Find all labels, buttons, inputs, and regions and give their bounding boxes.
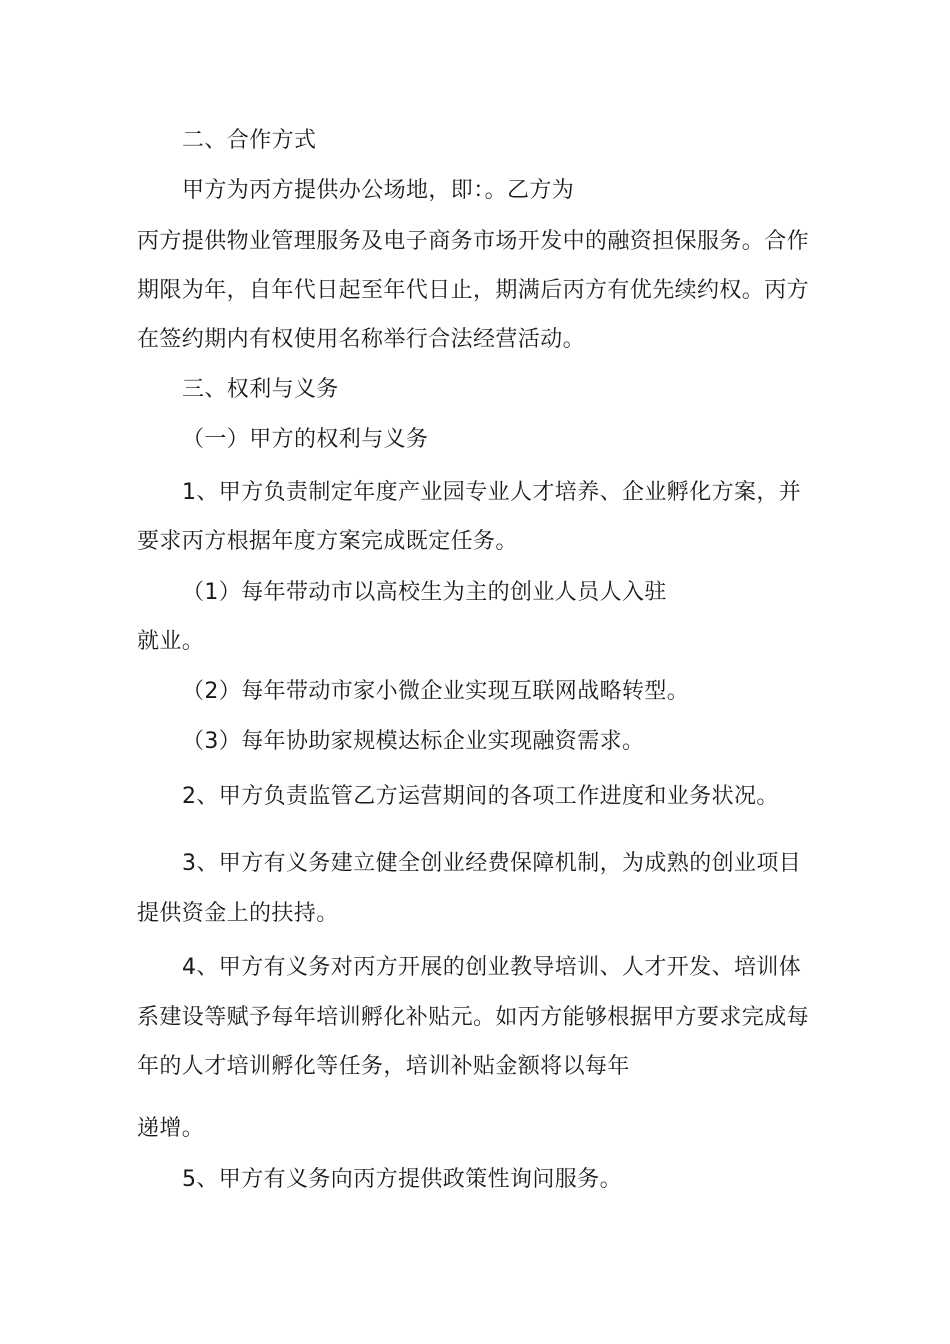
- section-heading-rights: 三、权利与义务: [182, 377, 339, 402]
- paragraph-line: 2、甲方负责监管乙方运营期间的各项工作进度和业务状况。: [182, 784, 779, 809]
- list-item-continuation: 就业。: [137, 629, 205, 654]
- paragraph-line: 在签约期内有权使用名称举行合法经营活动。: [137, 327, 586, 352]
- paragraph-line: 1、甲方负责制定年度产业园专业人才培养、企业孵化方案，并: [182, 480, 802, 505]
- paragraph-line: 5、甲方有义务向丙方提供政策性询问服务。: [182, 1167, 622, 1192]
- paragraph-line: 提供资金上的扶持。: [137, 901, 339, 926]
- paragraph-line: 甲方为丙方提供办公场地，即：。乙方为: [182, 178, 575, 203]
- paragraph-line: 要求丙方根据年度方案完成既定任务。: [137, 529, 518, 554]
- paragraph-line: 年的人才培训孵化等任务，培训补贴金额将以每年: [137, 1054, 630, 1079]
- paragraph-line: 4、甲方有义务对丙方开展的创业教导培训、人才开发、培训体: [182, 955, 802, 980]
- list-item: （1）每年带动市以高校生为主的创业人员人入驻: [182, 580, 667, 605]
- paragraph-line: 系建设等赋予每年培训孵化补贴元。如丙方能够根据甲方要求完成每: [137, 1005, 810, 1030]
- list-item: （2）每年带动市家小微企业实现互联网战略转型。: [182, 679, 690, 704]
- subsection-heading: （一）甲方的权利与义务: [182, 427, 429, 452]
- section-heading-cooperation: 二、合作方式: [182, 128, 317, 153]
- paragraph-line: 期限为年，自年代日起至年代日止，期满后丙方有优先续约权。丙方: [137, 278, 810, 303]
- paragraph-line: 3、甲方有义务建立健全创业经费保障机制，为成熟的创业项目: [182, 851, 802, 876]
- paragraph-line: 丙方提供物业管理服务及电子商务市场开发中的融资担保服务。合作: [137, 229, 810, 254]
- paragraph-line: 递增。: [137, 1116, 205, 1141]
- list-item: （3）每年协助家规模达标企业实现融资需求。: [182, 729, 645, 754]
